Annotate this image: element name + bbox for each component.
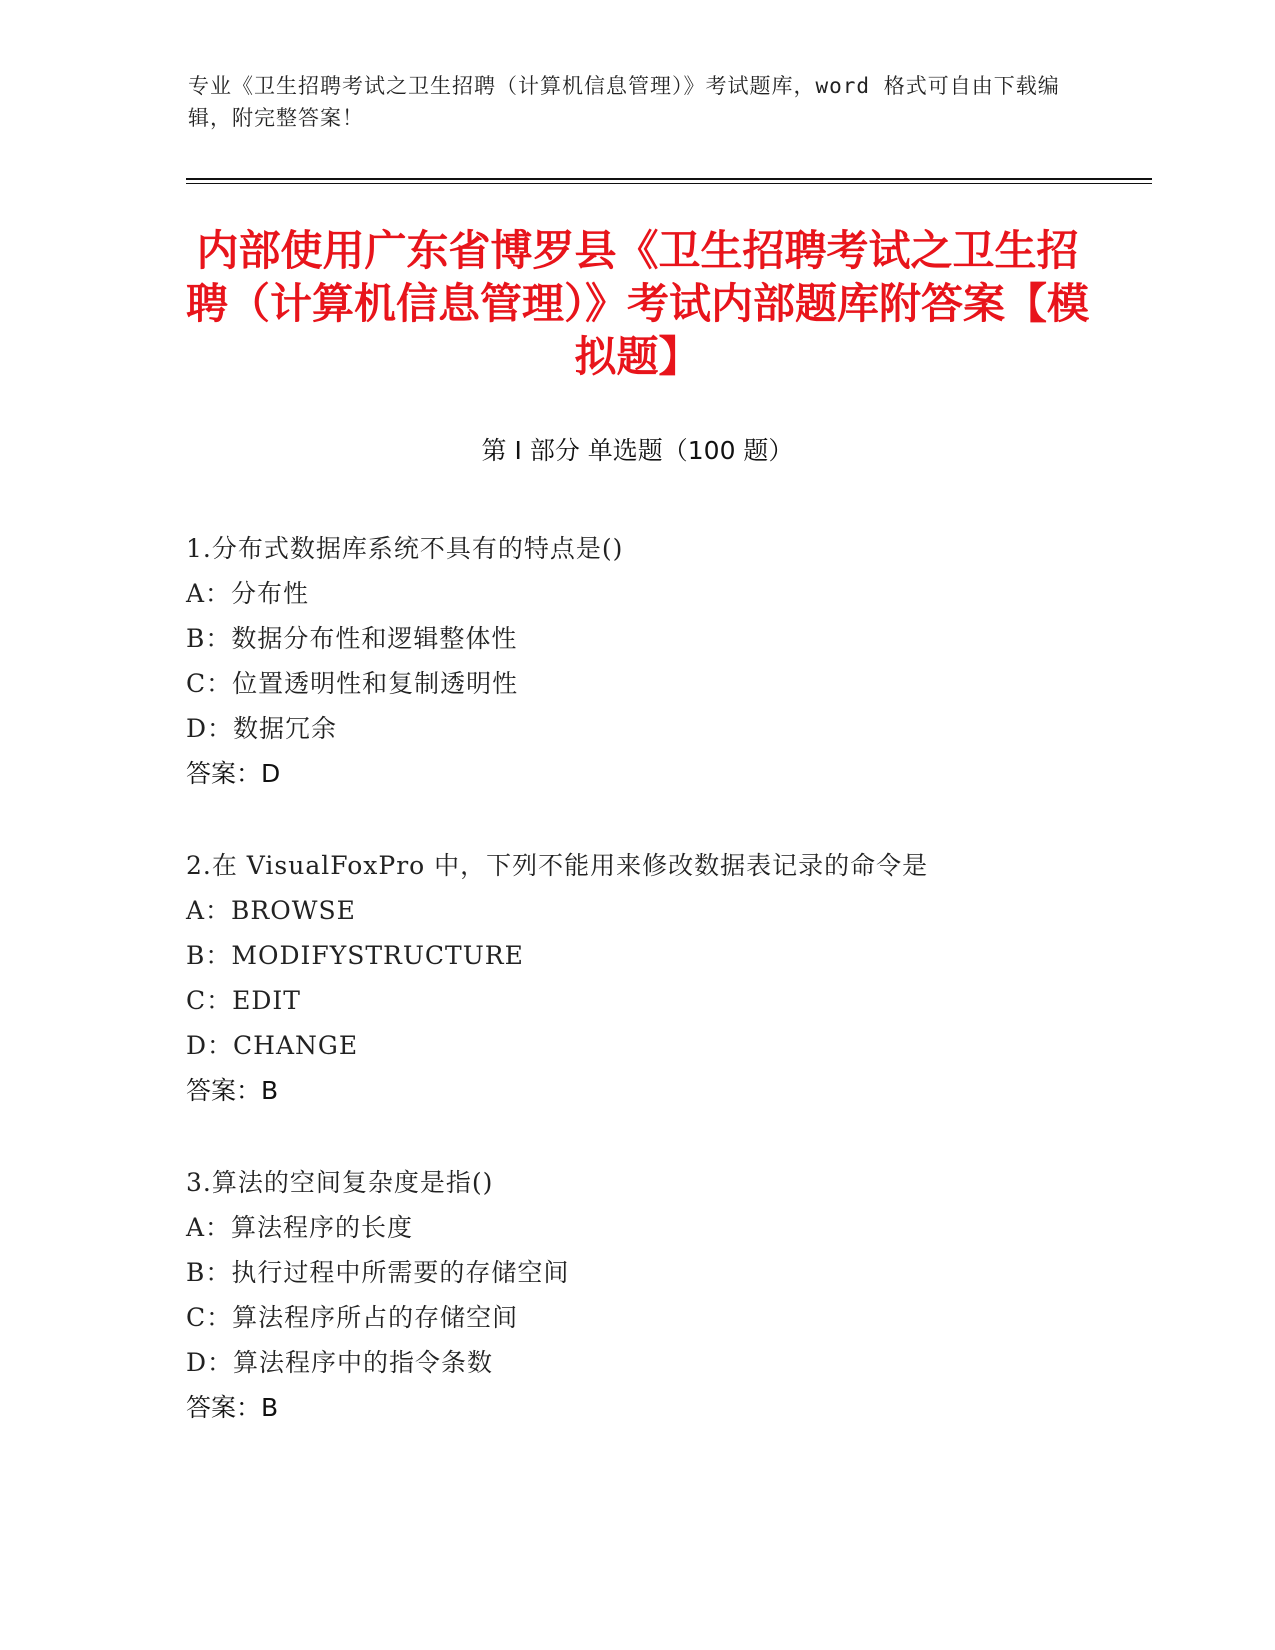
answer: 答案：B <box>186 1076 279 1105</box>
header-rule-thin <box>186 183 1152 184</box>
option-a: A：分布性 <box>186 579 310 608</box>
option-c: C：EDIT <box>186 986 301 1015</box>
option-d: D：算法程序中的指令条数 <box>186 1348 494 1377</box>
header-note: 专业《卫生招聘考试之卫生招聘（计算机信息管理）》考试题库，word 格式可自由下载编辑，附完整答案！ <box>188 74 1060 130</box>
question-stem: 1.分布式数据库系统不具有的特点是() <box>186 534 624 563</box>
answer: 答案：B <box>186 1393 279 1422</box>
option-d: D：CHANGE <box>186 1031 359 1060</box>
option-d: D：数据冗余 <box>186 714 338 743</box>
header-rule-thick <box>186 178 1152 180</box>
option-c: C：位置透明性和复制透明性 <box>186 669 519 698</box>
question-1 <box>186 526 1086 796</box>
question-stem: 2.在 VisualFoxPro 中，下列不能用来修改数据表记录的命令是 <box>186 851 929 880</box>
answer: 答案：D <box>186 759 281 788</box>
option-b: B：数据分布性和逻辑整体性 <box>186 624 518 653</box>
section-heading: 第 I 部分 单选题（100 题） <box>481 436 794 465</box>
question-2 <box>186 843 1086 1113</box>
question-3 <box>186 1160 1086 1430</box>
option-a: A：算法程序的长度 <box>186 1213 414 1242</box>
option-b: B：执行过程中所需要的存储空间 <box>186 1258 570 1287</box>
option-a: A：BROWSE <box>186 896 356 925</box>
option-b: B：MODIFYSTRUCTURE <box>186 941 524 970</box>
option-c: C：算法程序所占的存储空间 <box>186 1303 519 1332</box>
document-title: 内部使用广东省博罗县《卫生招聘考试之卫生招聘（计算机信息管理）》考试内部题库附答案【模拟题】 <box>185 226 1089 381</box>
question-stem: 3.算法的空间复杂度是指() <box>186 1168 494 1197</box>
